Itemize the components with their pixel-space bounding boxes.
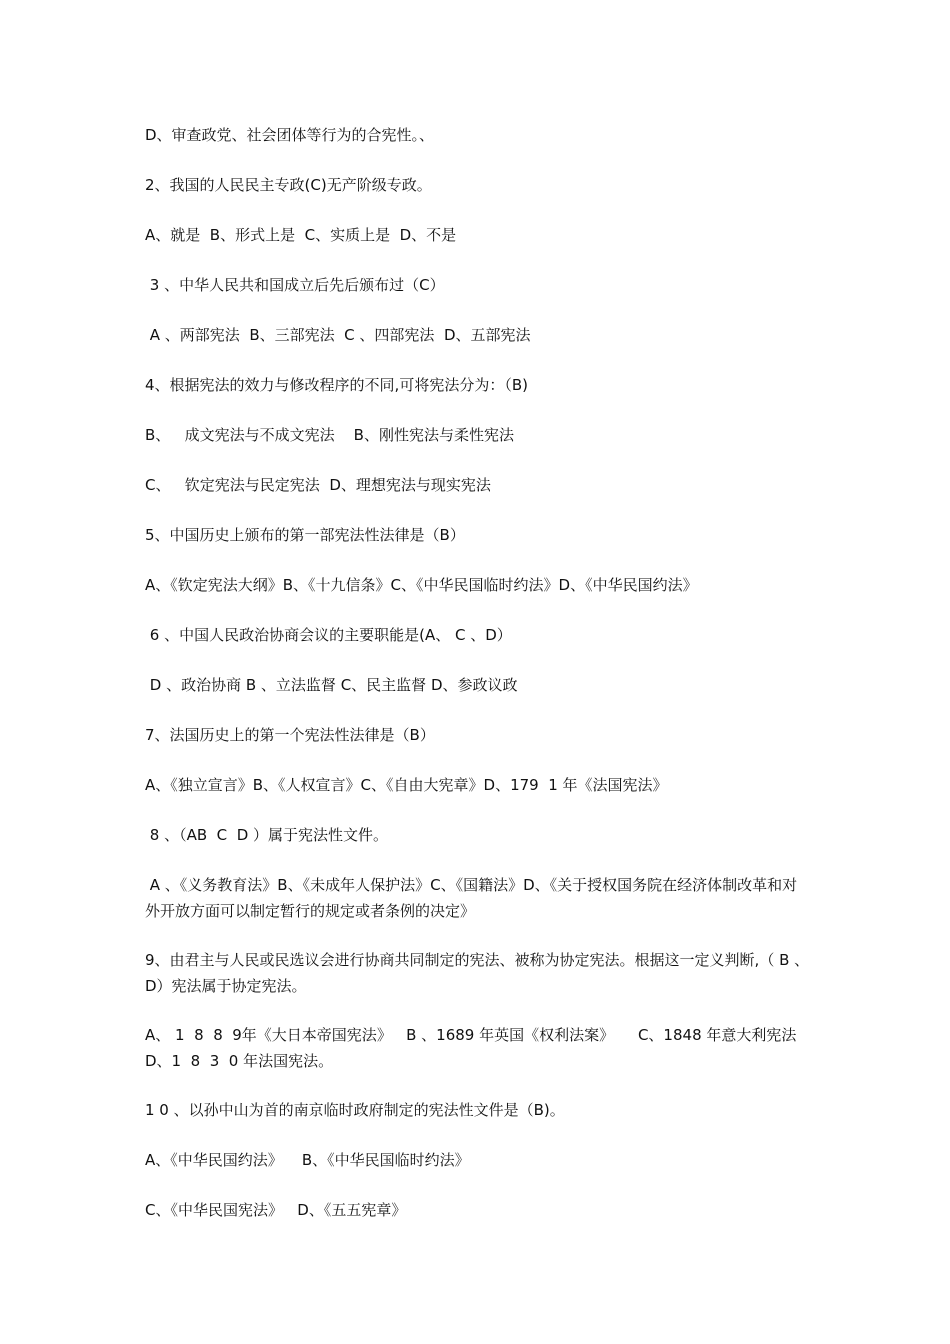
question-10-options-a: A、《中华民国约法》 B、《中华民国临时约法》 <box>145 1151 470 1169</box>
question-4-options-a: B、 成文宪法与不成文宪法 B、刚性宪法与柔性宪法 <box>145 426 514 444</box>
question-6-options: D 、政治协商 B 、立法监督 C、民主监督 D、参政议政 <box>145 676 518 694</box>
question-5: 5、中国历史上颁布的第一部宪法性法律是（B） <box>145 526 465 544</box>
question-2: 2、我国的人民民主专政(C)无产阶级专政。 <box>145 176 432 194</box>
question-4: 4、根据宪法的效力与修改程序的不同,可将宪法分为：（B) <box>145 376 528 394</box>
question-10-options-b: C、《中华民国宪法》 D、《五五宪章》 <box>145 1201 407 1219</box>
document-body <box>145 122 810 1247</box>
question-9-options: A、 1 8 8 9年《大日本帝国宪法》 B 、1689 年英国《权利法案》 C、1848 年意大利宪法 D、1 8 3 0 年法国宪法。 <box>145 1026 806 1070</box>
question-8: 8 、（AB C D ）属于宪法性文件。 <box>145 826 389 844</box>
question-4-options-b: C、 钦定宪法与民定宪法 D、理想宪法与现实宪法 <box>145 476 491 494</box>
question-9: 9、由君主与人民或民选议会进行协商共同制定的宪法、被称为协定宪法。根据这一定义判断,（ B 、D）宪法属于协定宪法。 <box>145 951 810 995</box>
question-8-options: A 、《义务教育法》B、《未成年人保护法》C、《国籍法》D、《关于授权国务院在经济体制改革和对外开放方面可以制定暂行的规定或者条例的决定》 <box>145 876 798 920</box>
answer-option-line: D、审查政党、社会团体等行为的合宪性。、 <box>145 126 435 144</box>
question-7-options: A、《独立宣言》B、《人权宣言》C、《自由大宪章》D、179 1 年《法国宪法》 <box>145 776 668 794</box>
question-3: 3 、中华人民共和国成立后先后颁布过（C） <box>145 276 445 294</box>
question-2-options: A、就是 B、形式上是 C、实质上是 D、不是 <box>145 226 457 244</box>
question-5-options: A、《钦定宪法大纲》B、《十九信条》C、《中华民国临时约法》D、《中华民国约法》 <box>145 576 698 594</box>
question-6: 6 、中国人民政治协商会议的主要职能是(A、 C 、D） <box>145 626 512 644</box>
question-3-options: A 、两部宪法 B、三部宪法 C 、四部宪法 D、五部宪法 <box>145 326 531 344</box>
question-10: 1 0 、以孙中山为首的南京临时政府制定的宪法性文件是（B)。 <box>145 1101 565 1119</box>
question-7: 7、法国历史上的第一个宪法性法律是（B） <box>145 726 435 744</box>
